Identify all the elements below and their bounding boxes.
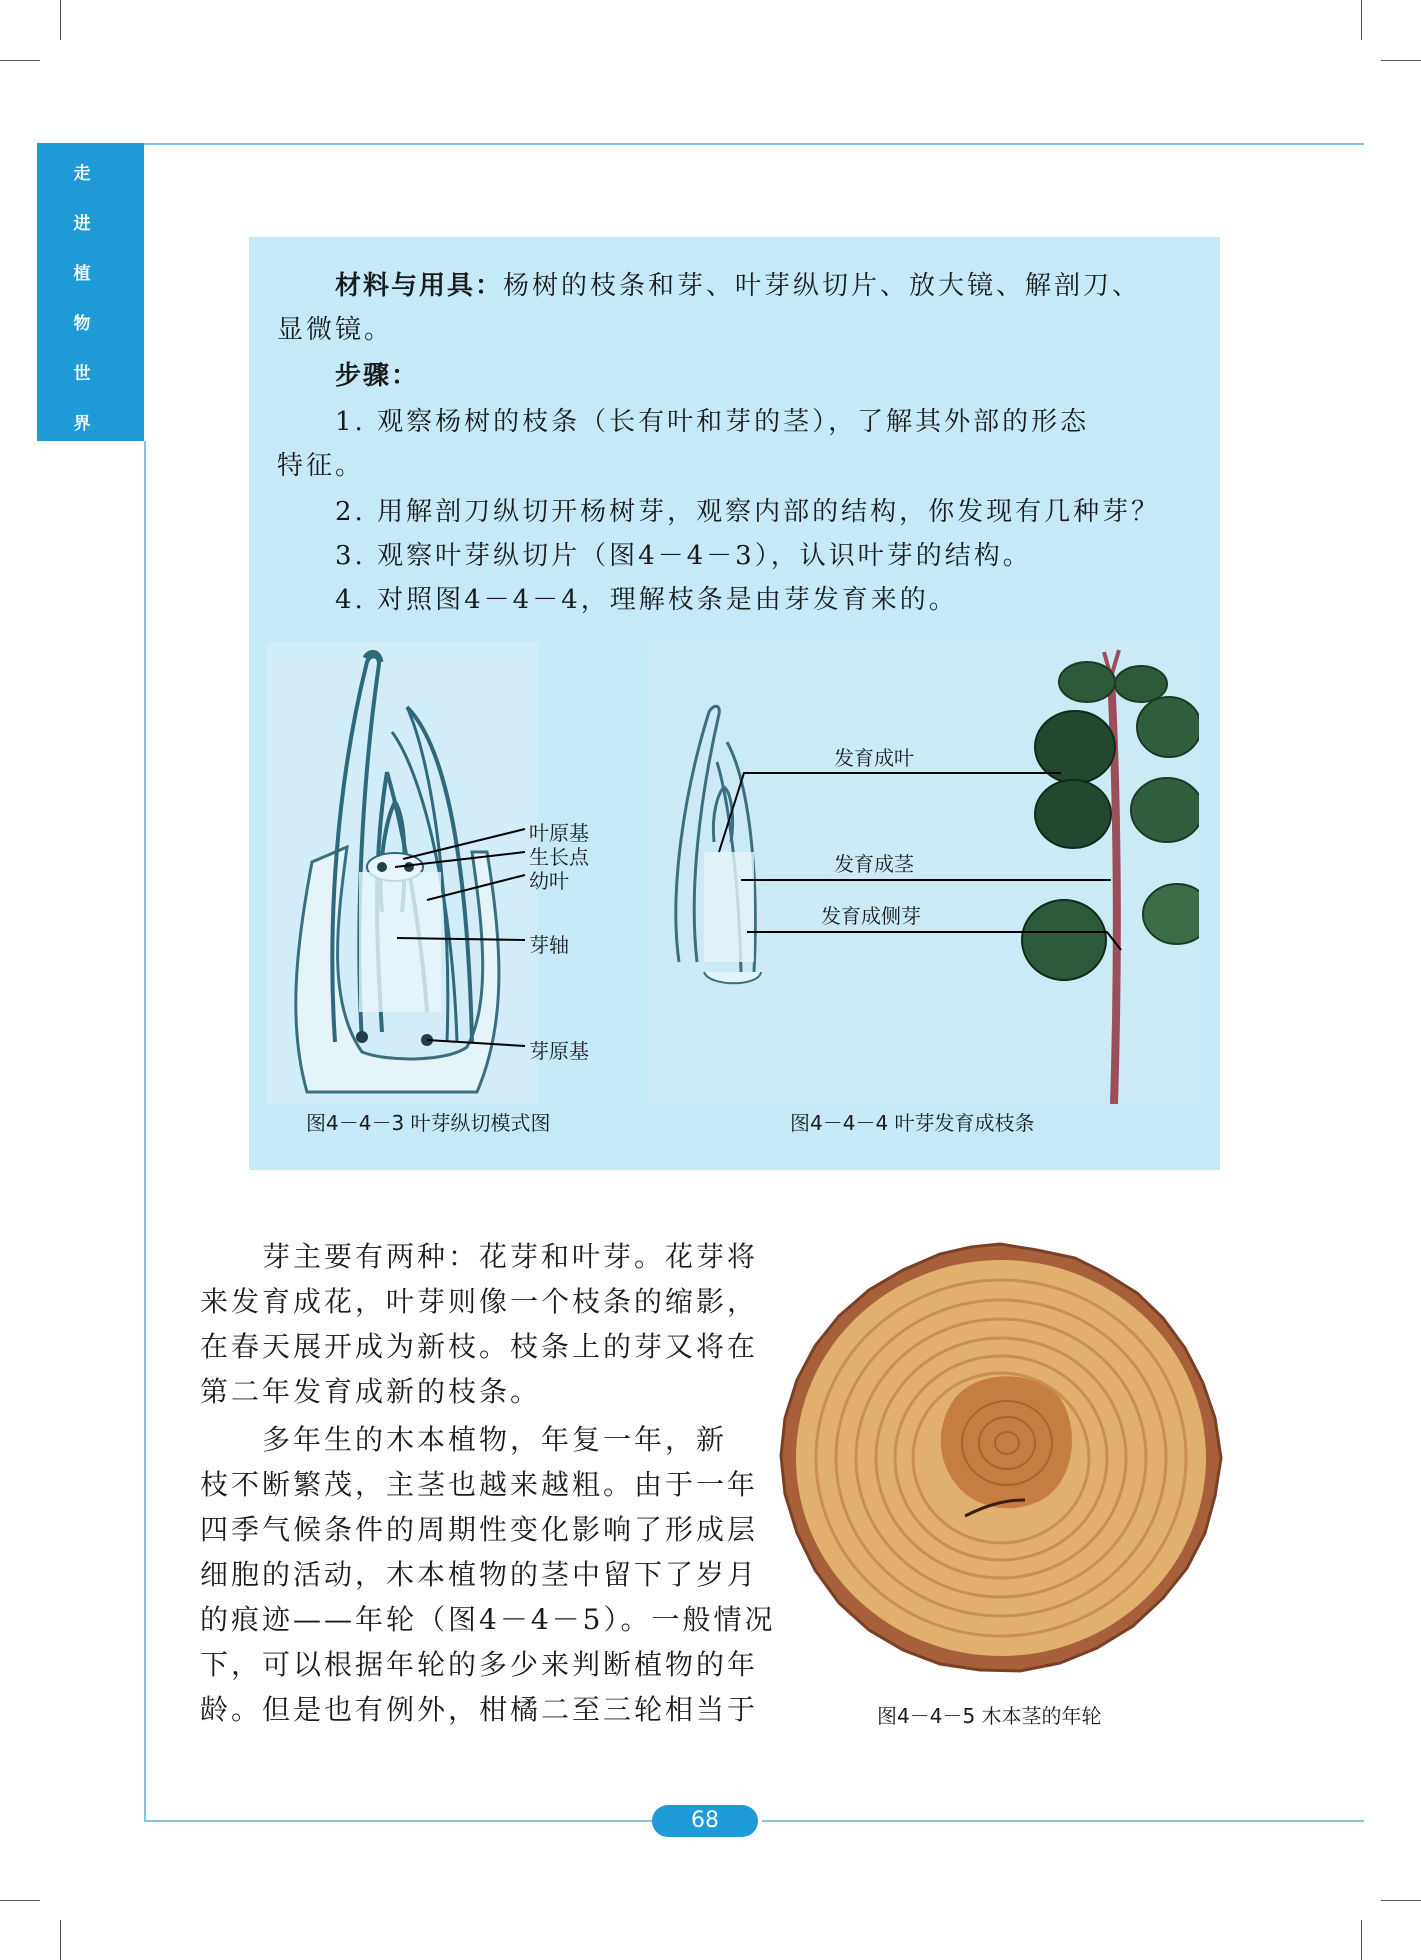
tab-char: 界 — [73, 414, 91, 434]
body-text-line: 多年生的木本植物，年复一年，新 — [262, 1423, 728, 1456]
frame-line-bottom — [144, 1820, 654, 1822]
figure-4-caption: 图4－4－4 叶芽发育成枝条 — [790, 1111, 1035, 1135]
body-text-line: 四季气候条件的周期性变化影响了形成层 — [200, 1513, 759, 1546]
crop-mark — [0, 60, 40, 61]
page-number: 68 — [652, 1805, 758, 1837]
step-4: 4. 对照图4－4－4，理解枝条是由芽发育来的。 — [335, 585, 958, 615]
bud-to-branch-diagram — [649, 642, 1199, 1104]
label-bud-primordium: 芽原基 — [529, 1039, 589, 1063]
body-text-line: 下，可以根据年轮的多少来判断植物的年 — [200, 1648, 759, 1681]
figure-leaf-bud-section — [267, 642, 627, 1104]
crop-mark — [60, 1920, 61, 1960]
label-develops-into-leaf: 发育成叶 — [834, 746, 914, 770]
tab-char: 物 — [73, 314, 91, 334]
crop-mark — [60, 0, 61, 40]
label-growing-point: 生长点 — [529, 845, 589, 869]
materials-label: 材料与用具： — [335, 271, 504, 301]
tree-ring-photo — [775, 1238, 1225, 1676]
label-develops-into-stem: 发育成茎 — [834, 852, 914, 876]
chapter-side-tab — [37, 143, 144, 441]
figure-5-caption: 图4－4－5 木本茎的年轮 — [877, 1704, 1102, 1728]
label-develops-into-lateral-bud: 发育成侧芽 — [821, 904, 921, 928]
figure-tree-rings — [775, 1238, 1225, 1676]
step-1: 1. 观察杨树的枝条（长有叶和芽的茎），了解其外部的形态 — [335, 407, 1090, 437]
crop-mark — [0, 1900, 40, 1901]
step-2: 2. 用解剖刀纵切开杨树芽，观察内部的结构，你发现有几种芽？ — [335, 497, 1161, 527]
body-text-line: 细胞的活动，木本植物的茎中留下了岁月 — [200, 1558, 759, 1591]
tab-char: 植 — [73, 264, 91, 284]
crop-mark — [1381, 1900, 1421, 1901]
step-3: 3. 观察叶芽纵切片（图4－4－3），认识叶芽的结构。 — [335, 541, 1032, 571]
body-text-line: 芽主要有两种：花芽和叶芽。花芽将 — [262, 1240, 759, 1273]
materials-line — [335, 265, 1141, 302]
body-text-line: 第二年发育成新的枝条。 — [200, 1375, 542, 1408]
crop-mark — [1361, 0, 1362, 40]
figure-bud-to-branch — [649, 642, 1199, 1104]
body-text-line: 龄。但是也有例外，柑橘二至三轮相当于 — [200, 1693, 759, 1726]
step-1-continued: 特征。 — [277, 451, 365, 481]
label-young-leaf: 幼叶 — [529, 869, 569, 893]
frame-line-bottom — [762, 1820, 1364, 1822]
tab-char: 世 — [73, 364, 91, 384]
steps-label: 步骤： — [335, 361, 420, 391]
experiment-box — [249, 237, 1220, 1170]
body-text-line: 在春天展开成为新枝。枝条上的芽又将在 — [200, 1330, 759, 1363]
tab-char: 走 — [73, 164, 91, 184]
body-text-line: 的痕迹——年轮（图4－4－5）。一般情况 — [200, 1603, 776, 1636]
materials-text: 杨树的枝条和芽、叶芽纵切片、放大镜、解剖刀、 — [503, 271, 1142, 301]
label-leaf-primordium: 叶原基 — [529, 821, 589, 845]
figure-3-caption: 图4－4－3 叶芽纵切模式图 — [306, 1111, 551, 1135]
crop-mark — [1381, 60, 1421, 61]
crop-mark — [1361, 1920, 1362, 1960]
body-text-line: 枝不断繁茂，主茎也越来越粗。由于一年 — [200, 1468, 759, 1501]
tab-char: 进 — [73, 214, 91, 234]
materials-text-continued: 显微镜。 — [277, 315, 394, 345]
label-bud-axis: 芽轴 — [529, 933, 569, 957]
body-text-line: 来发育成花，叶芽则像一个枝条的缩影， — [200, 1285, 759, 1318]
frame-line-top — [144, 143, 1364, 145]
frame-line-left — [144, 441, 146, 1821]
